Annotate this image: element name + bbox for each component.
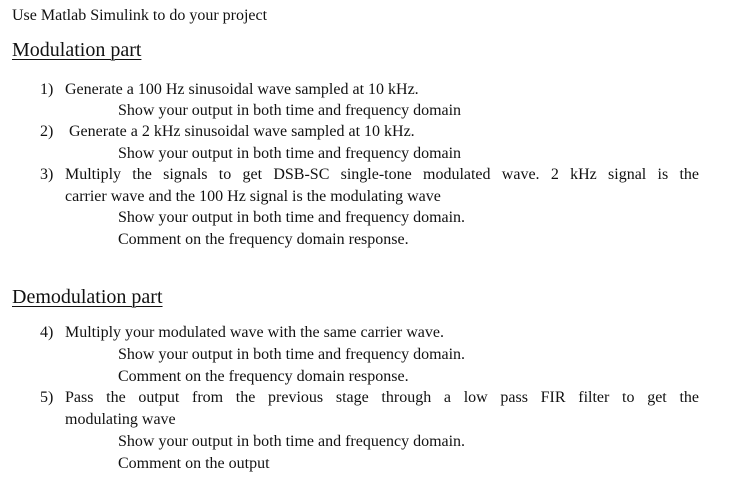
item-text: Multiply your modulated wave with the same carrier wave. [65,324,444,341]
demodulation-heading: Demodulation part [12,286,163,308]
item-subtext: Comment on the output [118,455,270,472]
item-text: Generate a 100 Hz sinusoidal wave sampled at 10 kHz. [65,81,419,98]
item-subtext: Show your output in both time and frequency domain. [118,346,466,363]
item-subtext: Comment on the frequency domain response. [118,368,409,385]
item-text: Pass the output from the previous stage through a low pass FIR filter to get the [65,389,699,406]
item-number: 2) [40,123,54,140]
item-text-continued: modulating wave [65,411,176,428]
item-subtext: Show your output in both time and frequency domain [118,145,462,162]
intro-text: Use Matlab Simulink to do your project [12,7,268,24]
item-subtext: Show your output in both time and frequency domain. [118,433,466,450]
item-subtext: Show your output in both time and frequency domain. [118,209,466,226]
modulation-heading: Modulation part [12,39,142,61]
item-number: 3) [40,166,54,183]
item-number: 4) [40,324,54,341]
item-number: 1) [40,81,54,98]
item-text: Multiply the signals to get DSB-SC single-tone modulated wave. 2 kHz signal is the [65,166,699,183]
item-text-continued: carrier wave and the 100 Hz signal is the modulating wave [65,188,441,205]
item-subtext: Comment on the frequency domain response. [118,231,409,248]
item-subtext: Show your output in both time and frequency domain [118,102,462,119]
item-number: 5) [40,389,54,406]
item-text: Generate a 2 kHz sinusoidal wave sampled at 10 kHz. [69,123,415,140]
